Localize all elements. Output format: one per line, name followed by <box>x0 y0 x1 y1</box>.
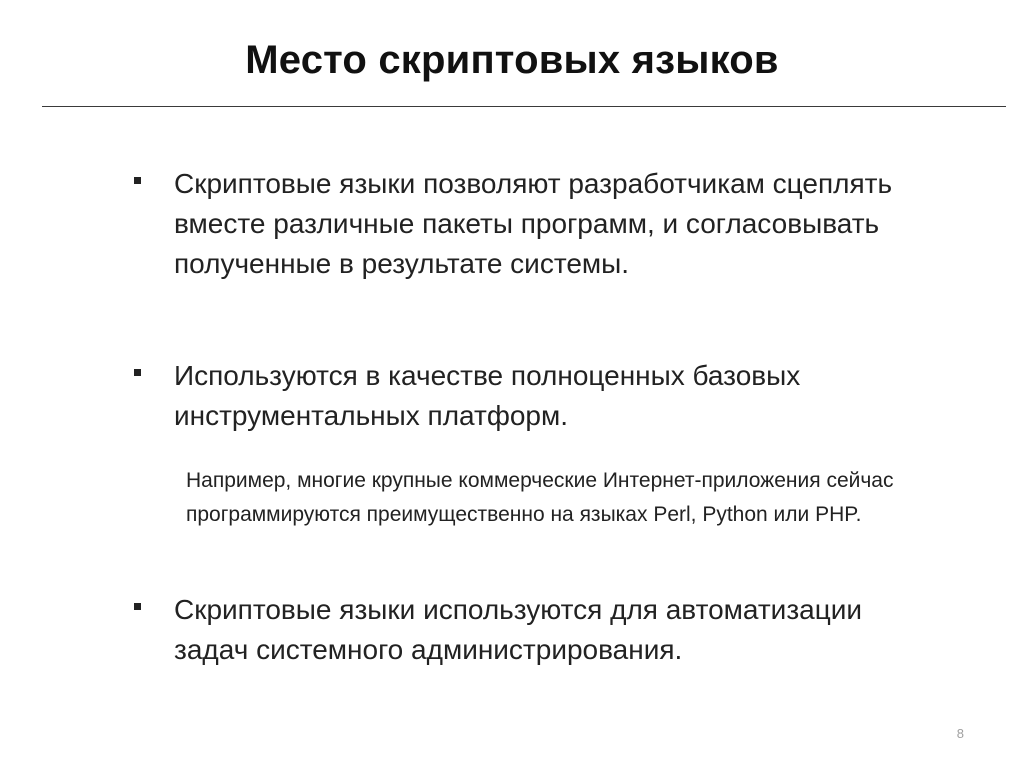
bullet-text: Скриптовые языки используются для автоматизации задач системного администрирования. <box>174 594 863 665</box>
bullet-text: Скриптовые языки позволяют разработчикам сцеплять вместе различные пакеты программ, и согласовывать полученные в результате системы. <box>174 168 893 279</box>
square-bullet-icon <box>134 369 141 376</box>
title-divider <box>42 106 1006 107</box>
example-note: Например, многие крупные коммерческие Интернет-приложения сейчас программируются преимущественно на языках Perl, Python или PHP. <box>186 469 894 526</box>
bullet-text: Используются в качестве полноценных базовых инструментальных платформ. <box>174 360 801 431</box>
square-bullet-icon <box>134 177 141 184</box>
page-number: 8 <box>956 726 964 741</box>
square-bullet-icon <box>134 603 141 610</box>
slide-title: Место скриптовых языков <box>245 38 779 82</box>
